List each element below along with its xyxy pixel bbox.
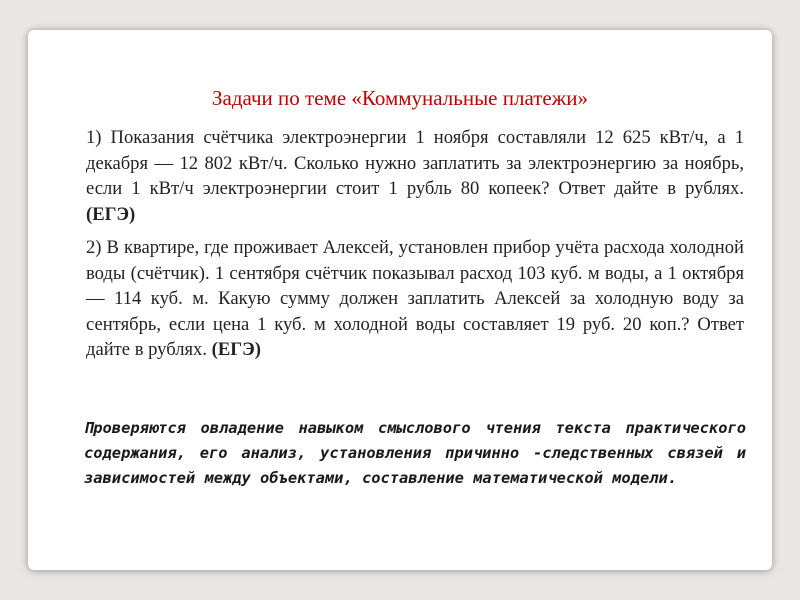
task-1 <box>86 125 744 227</box>
slide <box>28 30 772 570</box>
skills-note: Проверяются овладение навыком смыслового чтения текста практического содержания, его анализ, установления причинно -следственных связей и зависимостей между объектами, составление математической модели. <box>84 419 746 487</box>
task-2 <box>86 235 744 363</box>
task-1-text: 1) Показания счётчика электроэнергии 1 ноября составляли 12 625 кВт/ч, а 1 декабря — 12 802 кВт/ч. Сколько нужно заплатить за электроэнергию за ноябрь, если 1 кВт/ч электроэнергии стоит 1 рубль 80 копеек? Ответ дайте в рублях. <box>86 127 744 199</box>
task-2-exam-tag: (ЕГЭ) <box>211 339 261 360</box>
slide-title: Задачи по теме «Коммунальные платежи» <box>211 86 588 110</box>
task-1-exam-tag: (ЕГЭ) <box>86 203 136 225</box>
task-2-text: 2) В квартире, где проживает Алексей, установлен прибор учёта расхода холодной воды (счётчик). 1 сентября счётчик показывал расход 103 куб. м воды, а 1 октября — 114 куб. м. Какую сумму должен заплатить Алексей за холодную воду за сентябрь, если цена 1 куб. м холодной воды составляет 19 руб. 20 коп.? Ответ дайте в рублях. <box>86 237 744 360</box>
